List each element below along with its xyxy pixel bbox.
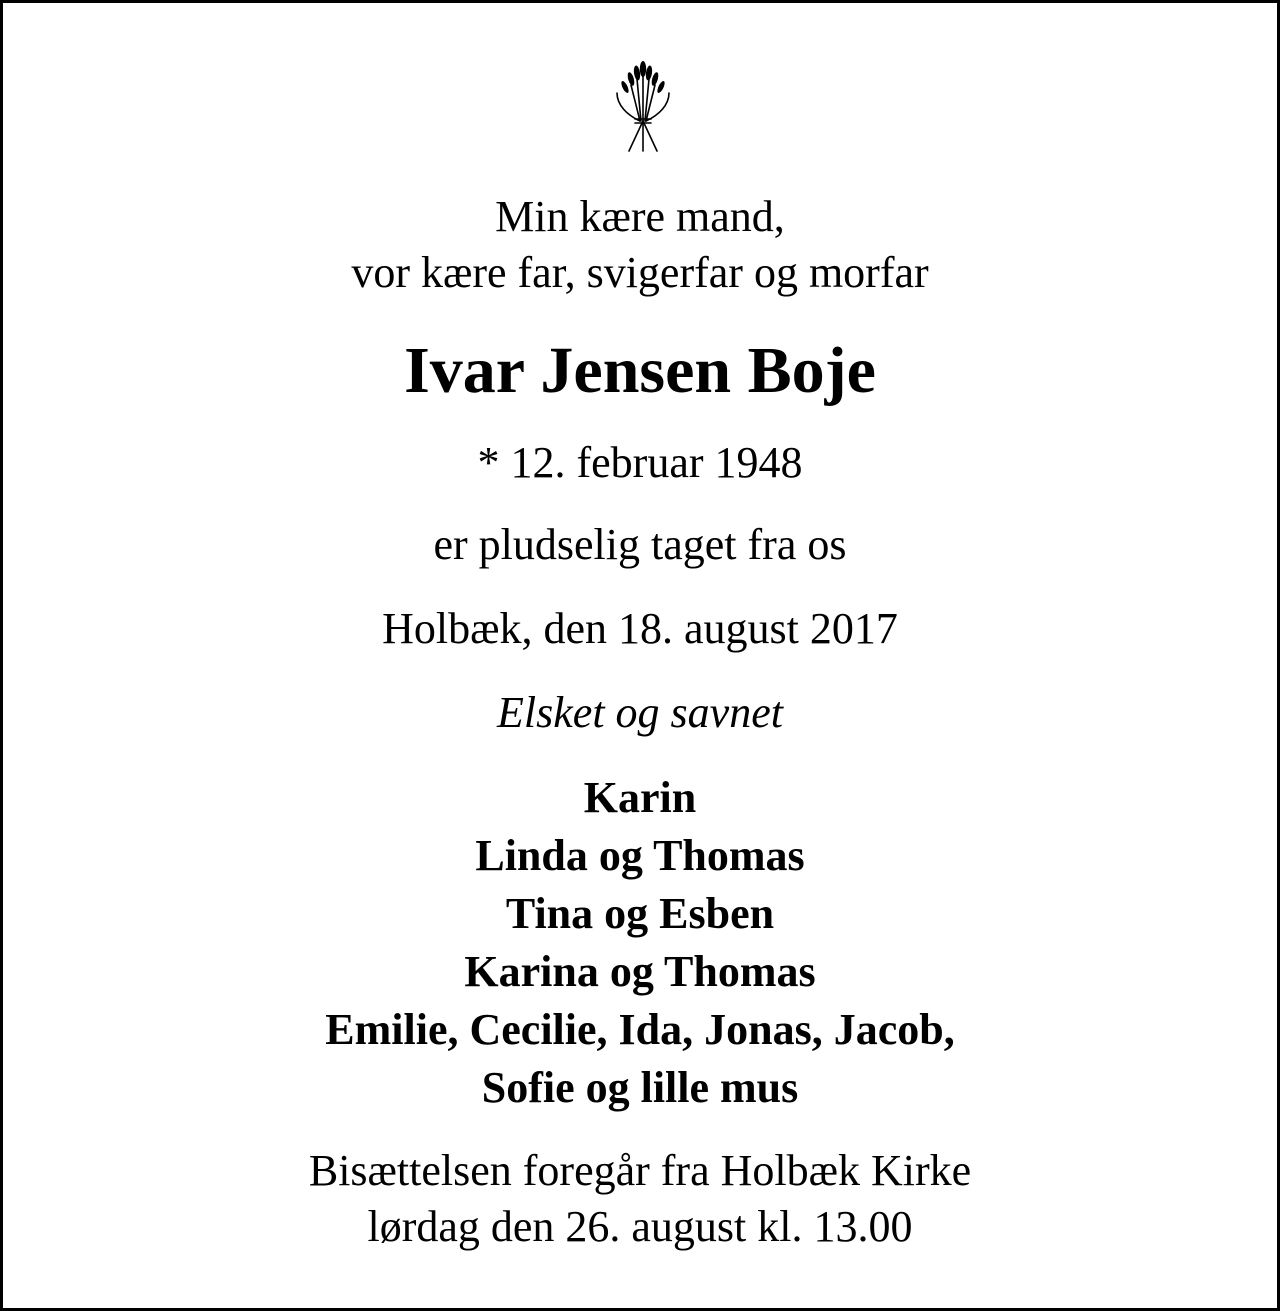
service-line-2: lørdag den 26. august kl. 13.00 [367, 1202, 913, 1251]
service-info [3, 1143, 1277, 1255]
family-line: Linda og Thomas [475, 831, 805, 880]
service-line-1: Bisættelsen foregår fra Holbæk Kirke [308, 1146, 972, 1195]
family-line: Karina og Thomas [464, 947, 816, 996]
intro-line-1: Min kære mand, [495, 192, 785, 241]
birth-date: * 12. februar 1948 [477, 438, 803, 487]
family-line: Sofie og lille mus [481, 1063, 799, 1112]
family-line: Karin [583, 773, 697, 822]
place-and-date: Holbæk, den 18. august 2017 [382, 604, 898, 653]
family-line: Tina og Esben [505, 889, 775, 938]
family-list [3, 769, 1277, 1117]
family-line: Emilie, Cecilie, Ida, Jonas, Jacob, [325, 1005, 955, 1054]
intro-line-2: vor kære far, svigerfar og morfar [351, 248, 929, 297]
passing-message: er pludselig taget fra os [433, 520, 847, 569]
tagline: Elsket og savnet [497, 688, 783, 737]
deceased-name: Ivar Jensen Boje [404, 334, 876, 407]
wheat-sheaf-icon [603, 55, 683, 155]
intro-text [3, 189, 1277, 301]
